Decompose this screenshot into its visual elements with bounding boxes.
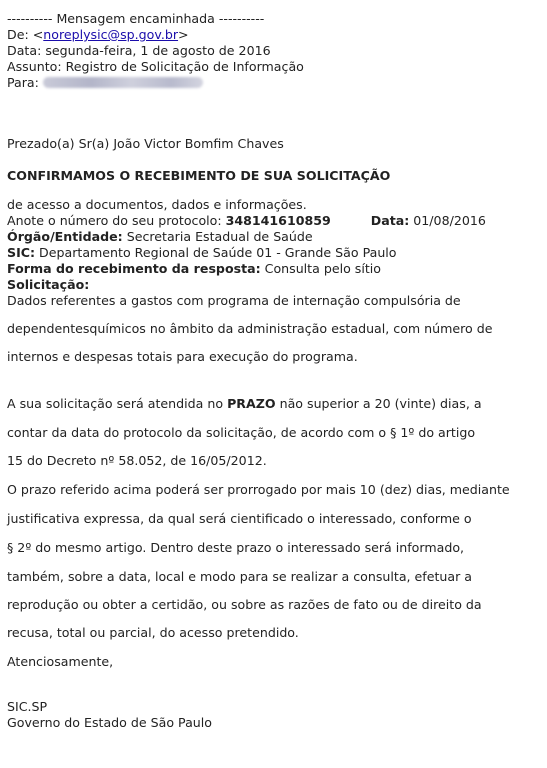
from-email-link[interactable]: noreplysic@sp.gov.br [43,27,179,42]
extension-text-line: também, sobre a data, local e modo para se realizar a consulta, efetuar a [7,569,473,584]
organ-value: Secretaria Estadual de Saúde [122,229,313,244]
extension-text-line: justificativa expressa, da qual será cientificado o interessado, conforme o [7,511,472,526]
confirmation-heading: CONFIRMAMOS O RECEBIMENTO DE SUA SOLICITAÇÃO [7,168,391,183]
deadline-text-line: 15 do Decreto nº 58.052, de 16/05/2012. [7,453,267,468]
protocol-label: Anote o número do seu protocolo: [7,213,226,228]
protocol-date-value: 01/08/2016 [409,213,486,228]
organ-label: Órgão/Entidade: [7,229,123,244]
extension-text-line: recusa, total ou parcial, do acesso pretendido. [7,625,299,640]
sic-line [7,245,397,261]
response-form-value: Consulta pelo sítio [260,261,381,276]
protocol-number: 348141610859 [225,213,331,228]
protocol-line [7,213,486,229]
response-form-line [7,261,381,277]
request-text-line: internos e despesas totais para execução do programa. [7,349,358,364]
extension-text-line: reprodução ou obter a certidão, ou sobre as razões de fato ou de direito da [7,597,482,612]
closing: Atenciosamente, [7,654,114,669]
redacted-recipient [43,77,203,88]
sic-label: SIC: [7,245,36,260]
date-line: Data: segunda-feira, 1 de agosto de 2016 [7,43,271,58]
deadline-post: não superior a 20 (vinte) dias, a [275,396,482,411]
protocol-date-label: Data: [370,213,410,228]
access-line: de acesso a documentos, dados e informações. [7,197,307,212]
subject-line: Assunto: Registro de Solicitação de Informação [7,59,304,74]
extension-text-line: O prazo referido acima poderá ser prorrogado por mais 10 (dez) dias, mediante [7,482,510,497]
extension-text-line: § 2º do mesmo artigo. Dentro deste prazo o interessado será informado, [7,540,465,555]
sic-value: Departamento Regional de Saúde 01 - Grande São Paulo [35,245,397,260]
organ-line [7,229,313,245]
signature-government: Governo do Estado de São Paulo [7,715,212,730]
request-text-line: Dados referentes a gastos com programa de internação compulsória de [7,293,461,308]
response-form-label: Forma do recebimento da resposta: [7,261,261,276]
deadline-bold: PRAZO [227,396,276,411]
signature-org: SIC.SP [7,699,48,714]
forwarded-message-separator: ---------- Mensagem encaminhada ---------- [7,11,265,26]
greeting: Prezado(a) Sr(a) João Victor Bomfim Chaves [7,136,284,151]
to-line [7,75,203,91]
deadline-line [7,396,482,412]
from-line: De: <noreplysic@sp.gov.br> [7,27,189,42]
request-label: Solicitação: [7,277,90,292]
to-label: Para: [7,75,39,90]
deadline-pre: A sua solicitação será atendida no [7,396,228,411]
deadline-text-line: contar da data do protocolo da solicitação, de acordo com o § 1º do artigo [7,425,476,440]
from-label: De: [7,27,33,42]
request-text-line: dependentesquímicos no âmbito da administração estadual, com número de [7,321,493,336]
